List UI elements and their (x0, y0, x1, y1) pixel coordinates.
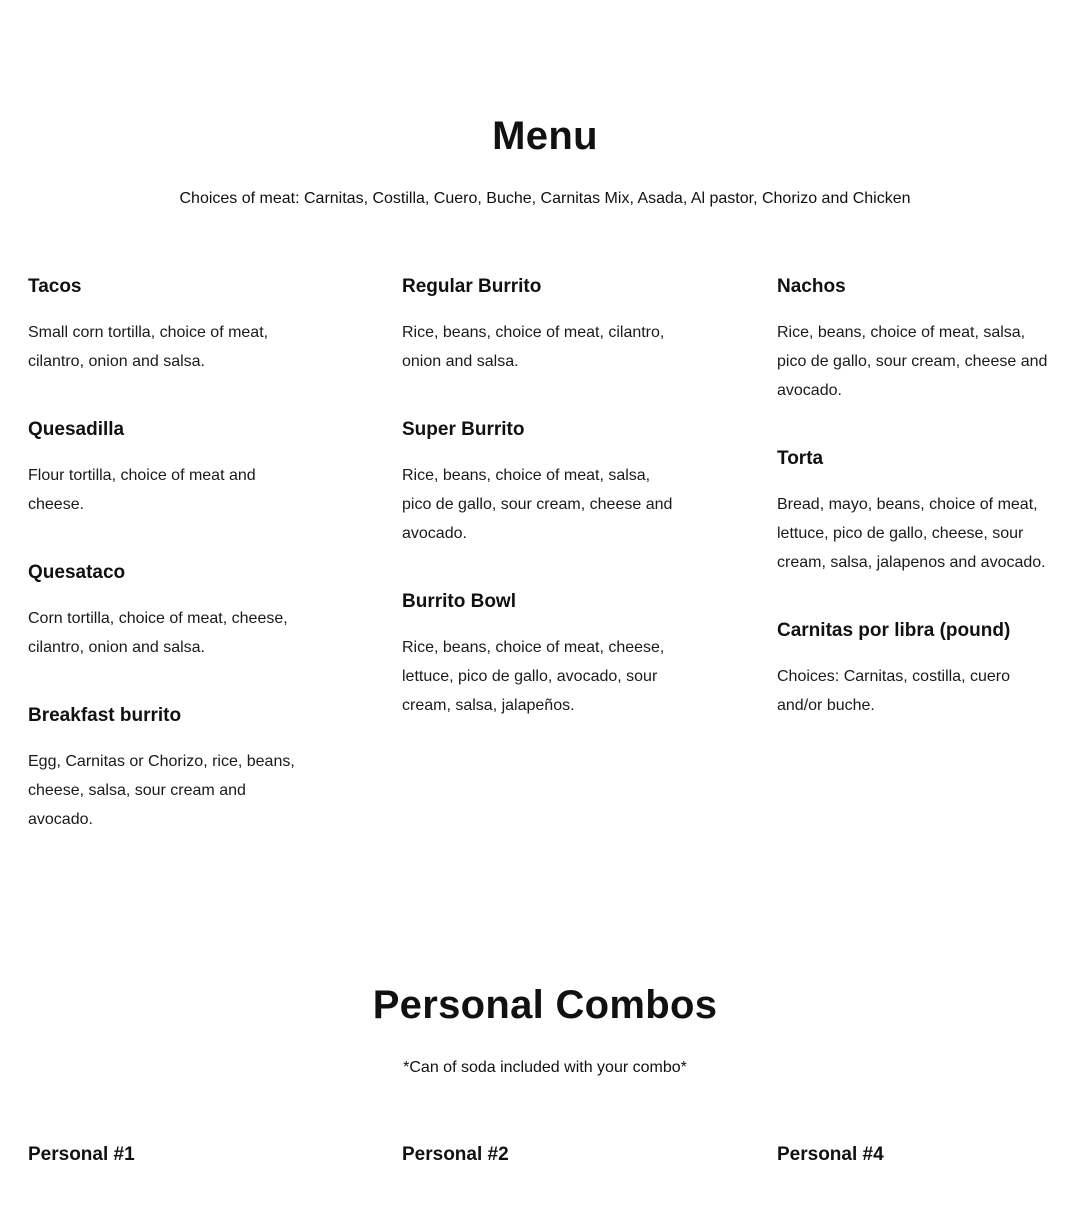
menu-item-name: Torta (777, 448, 824, 469)
menu-subtitle: Choices of meat: Carnitas, Costilla, Cuero, Buche, Carnitas Mix, Asada, Al pastor, Chorizo and Chicken (179, 190, 911, 207)
menu-item-quesadilla (28, 418, 318, 519)
combos-column-2 (402, 1143, 692, 1209)
menu-item-name: Quesadilla (28, 419, 125, 440)
menu-item-description: Small corn tortilla, choice of meat, cilantro, onion and salsa. (28, 324, 269, 370)
combo-item-name: Personal #4 (777, 1144, 884, 1165)
combos-subtitle: *Can of soda included with your combo* (403, 1059, 687, 1076)
menu-item-name: Super Burrito (402, 419, 525, 440)
menu-item-carnitas-por-libra (777, 619, 1067, 720)
menu-item-description: Rice, beans, choice of meat, salsa, pico de gallo, sour cream, cheese and avocado. (402, 467, 673, 542)
combo-item-personal-1 (28, 1143, 318, 1167)
combo-item-personal-4 (777, 1143, 1067, 1167)
menu-item-name: Burrito Bowl (402, 591, 516, 612)
menu-item-description: Egg, Carnitas or Chorizo, rice, beans, cheese, salsa, sour cream and avocado. (28, 753, 295, 828)
menu-item-regular-burrito (402, 275, 692, 376)
menu-column-2 (402, 275, 692, 762)
menu-item-description: Bread, mayo, beans, choice of meat, lettuce, pico de gallo, cheese, sour cream, salsa, jalapenos and avocado. (777, 496, 1046, 571)
combo-item-personal-2 (402, 1143, 692, 1167)
menu-title: Menu (492, 114, 598, 158)
menu-item-name: Carnitas por libra (pound) (777, 620, 1011, 641)
menu-item-name: Regular Burrito (402, 276, 542, 297)
combo-item-name: Personal #1 (28, 1144, 135, 1165)
menu-item-name: Nachos (777, 276, 846, 297)
menu-item-description: Rice, beans, choice of meat, cheese, lettuce, pico de gallo, avocado, sour cream, salsa, jalapeños. (402, 639, 665, 714)
menu-item-torta (777, 447, 1067, 577)
menu-column-3 (777, 275, 1067, 762)
menu-item-description: Flour tortilla, choice of meat and cheese. (28, 467, 256, 513)
menu-item-breakfast-burrito (28, 704, 318, 834)
menu-item-name: Breakfast burrito (28, 705, 182, 726)
menu-item-description: Choices: Carnitas, costilla, cuero and/or buche. (777, 668, 1010, 714)
menu-item-quesataco (28, 561, 318, 662)
menu-item-description: Rice, beans, choice of meat, salsa, pico de gallo, sour cream, cheese and avocado. (777, 324, 1048, 399)
combo-item-name: Personal #2 (402, 1144, 509, 1165)
menu-column-1 (28, 275, 318, 876)
combos-column-3 (777, 1143, 1067, 1209)
menu-item-description: Corn tortilla, choice of meat, cheese, cilantro, onion and salsa. (28, 610, 288, 656)
menu-item-name: Quesataco (28, 562, 126, 583)
menu-item-name: Tacos (28, 276, 82, 297)
menu-item-tacos (28, 275, 318, 376)
combos-column-1 (28, 1143, 318, 1209)
menu-item-super-burrito (402, 418, 692, 548)
combos-title: Personal Combos (372, 983, 718, 1027)
menu-item-burrito-bowl (402, 590, 692, 720)
menu-item-description: Rice, beans, choice of meat, cilantro, onion and salsa. (402, 324, 665, 370)
menu-item-nachos (777, 275, 1067, 405)
